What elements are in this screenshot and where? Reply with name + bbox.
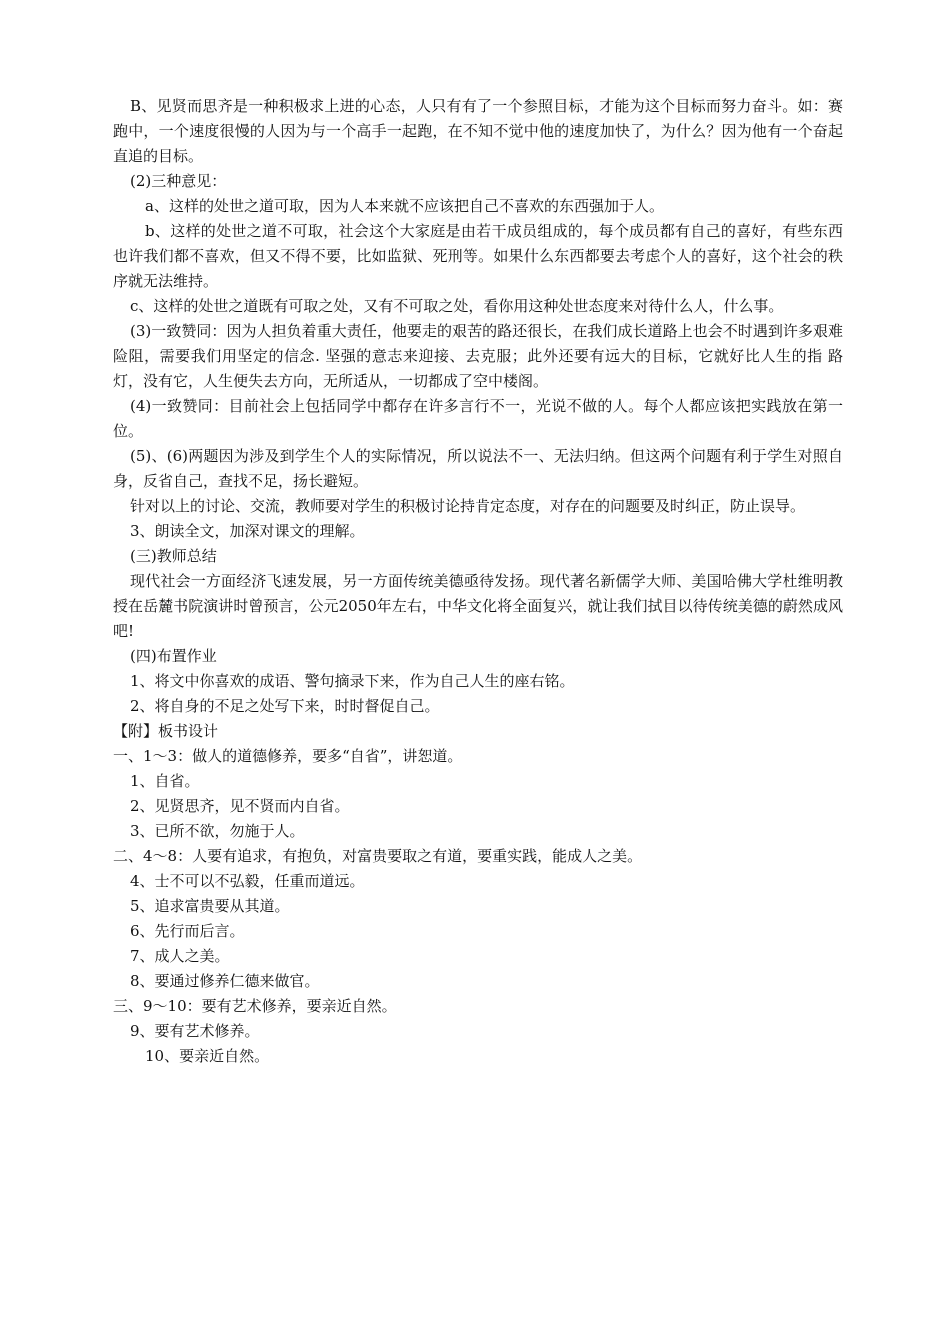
paragraph-28: 9、要有艺术修养。 bbox=[130, 1022, 260, 1040]
paragraph-12: 现代社会一方面经济飞速发展，另一方面传统美德亟待发扬。现代著名新儒学大师、美国哈佛大学杜维明教授在岳麓书院演讲时曾预言，公元2050年左右，中华文化将全面复兴，就让我们拭目以待传统美德的蔚然成风吧! bbox=[113, 572, 843, 640]
paragraph-14: 1、将文中你喜欢的成语、警句摘录下来，作为自己人生的座右铭。 bbox=[130, 672, 575, 690]
paragraph-29: 10、要亲近自然。 bbox=[145, 1047, 270, 1065]
paragraph-6: (3)一致赞同：因为人担负着重大责任，他要走的艰苦的路还很长，在我们成长道路上也会不时遇到许多艰难险阻，需要我们用坚定的信念. 坚强的意志来迎接、去克服；此外还要有远大的目标，它就好比人生的指 路灯，没有它，人生便失去方向，无所适从，一切都成了空中楼阁。 bbox=[113, 322, 843, 390]
paragraph-3: a、这样的处世之道可取，因为人本来就不应该把自己不喜欢的东西强加于人。 bbox=[145, 197, 664, 215]
paragraph-20: 3、已所不欲，勿施于人。 bbox=[130, 822, 305, 840]
paragraph-13: (四)布置作业 bbox=[130, 647, 217, 665]
paragraph-25: 7、成人之美。 bbox=[130, 947, 230, 965]
paragraph-23: 5、追求富贵要从其道。 bbox=[130, 897, 290, 915]
paragraph-5: c、这样的处世之道既有可取之处，又有不可取之处，看你用这种处世态度来对待什么人，什么事。 bbox=[130, 297, 784, 315]
paragraph-16: 【附】板书设计 bbox=[113, 722, 219, 740]
paragraph-1: B、见贤而思齐是一种积极求上进的心态，人只有有了一个参照目标，才能为这个目标而努力奋斗。如：赛跑中，一个速度很慢的人因为与一个高手一起跑，在不知不觉中他的速度加快了，为什么？因为他有一个奋起直追的目标。 bbox=[113, 97, 843, 165]
paragraph-26: 8、要通过修养仁德来做官。 bbox=[130, 972, 320, 990]
paragraph-7: (4)一致赞同：目前社会上包括同学中都存在许多言行不一，光说不做的人。每个人都应该把实践放在第一位。 bbox=[113, 397, 843, 440]
paragraph-10: 3、朗读全文，加深对课文的理解。 bbox=[130, 522, 365, 540]
paragraph-17: 一、1～3：做人的道德修养，要多“自省”，讲恕道。 bbox=[113, 747, 463, 765]
paragraph-4: b、这样的处世之道不可取，社会这个大家庭是由若干成员组成的，每个成员都有自己的喜好，有些东西也许我们都不喜欢，但又不得不要，比如监狱、死刑等。如果什么东西都要去考虑个人的喜好，这个社会的秩序就无法维持。 bbox=[113, 222, 843, 290]
paragraph-11: (三)教师总结 bbox=[130, 547, 217, 565]
paragraph-19: 2、见贤思齐，见不贤而内自省。 bbox=[130, 797, 350, 815]
paragraph-9: 针对以上的讨论、交流，教师要对学生的积极讨论持肯定态度，对存在的问题要及时纠正，防止误导。 bbox=[130, 497, 806, 515]
document-body bbox=[113, 94, 843, 1069]
paragraph-2: (2)三种意见： bbox=[130, 172, 227, 190]
paragraph-18: 1、自省。 bbox=[130, 772, 200, 790]
paragraph-27: 三、9～10：要有艺术修养，要亲近自然。 bbox=[113, 997, 397, 1015]
paragraph-21: 二、4～8：人要有追求，有抱负，对富贵要取之有道，要重实践，能成人之美。 bbox=[113, 847, 643, 865]
paragraph-22: 4、士不可以不弘毅，任重而道远。 bbox=[130, 872, 365, 890]
paragraph-15: 2、将自身的不足之处写下来，时时督促自己。 bbox=[130, 697, 440, 715]
paragraph-24: 6、先行而后言。 bbox=[130, 922, 245, 940]
paragraph-8: (5)、(6)两题因为涉及到学生个人的实际情况，所以说法不一、无法归纳。但这两个问题有利于学生对照自身，反省自己，查找不足，扬长避短。 bbox=[113, 447, 843, 490]
